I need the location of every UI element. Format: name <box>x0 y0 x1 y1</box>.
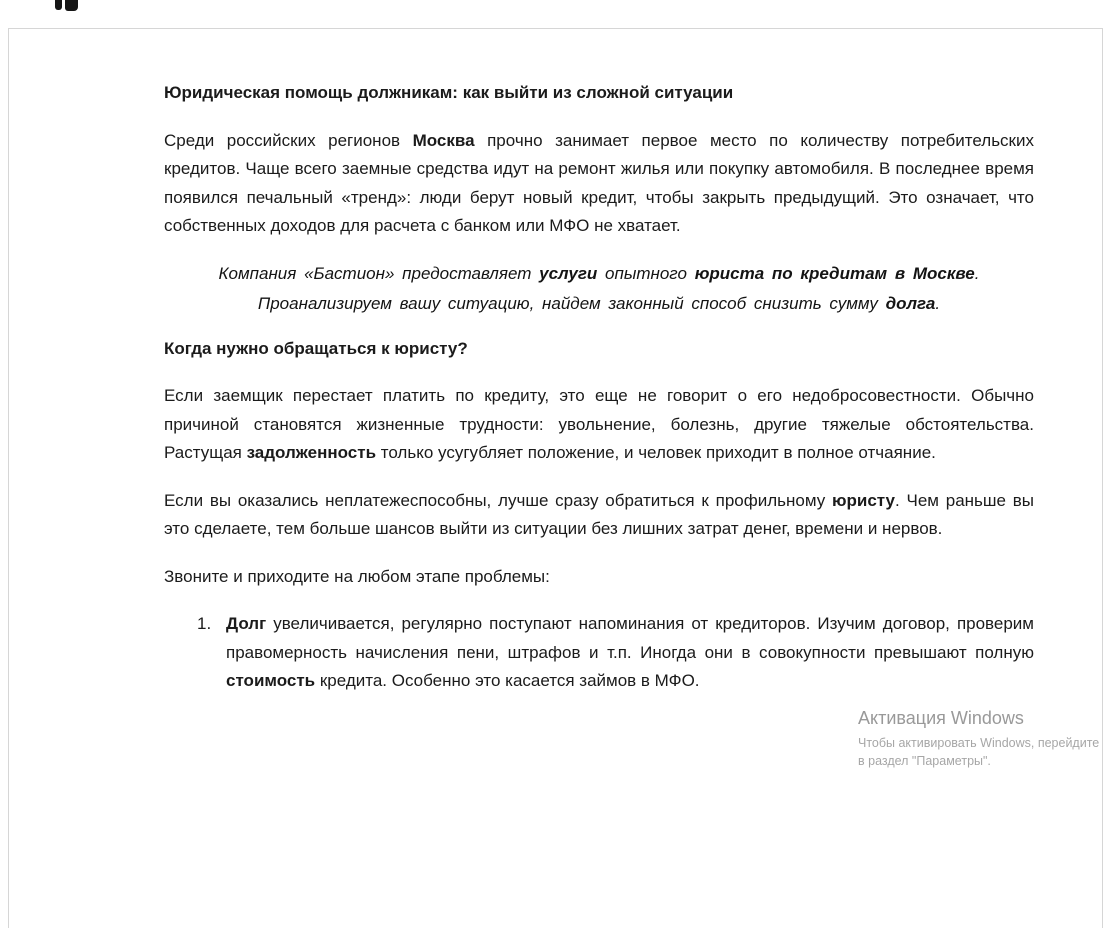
quote-line <box>164 290 1034 319</box>
text-segment: Если вы оказались неплатежеспособны, лучше сразу обратиться к профильному <box>164 490 832 510</box>
text-segment: стоимость <box>226 671 316 690</box>
watermark-subtitle-line1: Чтобы активировать Windows, перейдите <box>858 736 1100 750</box>
text-segment: Москва <box>412 130 475 150</box>
paragraph <box>164 127 1034 241</box>
cropped-glyph-fragment <box>55 0 62 10</box>
text-segment: долга <box>885 294 936 313</box>
cropped-ui-fragment <box>55 0 78 12</box>
text-segment: юристу <box>831 490 895 510</box>
text-segment: задолженность <box>246 443 377 462</box>
text-segment: Среди российских регионов <box>164 130 413 150</box>
numbered-list-item <box>164 610 1034 696</box>
paragraph <box>164 563 1034 592</box>
text-segment: увеличивается, регулярно поступают напоминания от кредиторов. Изучим договор, проверим правомерность начисления пени, штрафов и т.п. Иногда они в совокупности превышают полную <box>226 614 1034 662</box>
paragraph <box>164 487 1034 544</box>
list-number: 1. <box>197 614 212 633</box>
text-segment: Если заемщик перестает платить по кредиту, это еще не говорит о его недобросовестности. Обычно причиной становятся жизненные трудности: увольнение, болезнь, другие тяжелые обстоятельства. Растущая <box>164 386 1034 462</box>
text-segment: услуги <box>539 263 598 283</box>
paragraph <box>164 382 1034 468</box>
text-segment: . <box>935 294 941 313</box>
text-segment: прочно занимает первое место по количеству потребительских кредитов. Чаще всего заемные средства идут на ремонт жилья или покупку автомобиля. В последнее время появился печальный «тренд»: люди берут новый кредит, чтобы закрыть предыдущий. Это означает, что собственных доходов для расчета с банком или МФО не хватает. <box>164 130 1034 235</box>
text-segment: . Чем раньше вы это сделаете, тем больше шансов выйти из ситуации без лишних затрат денег, времени и нервов. <box>164 490 1034 538</box>
text-segment: юриста по кредитам в Москве <box>694 263 975 283</box>
text-segment: Долг <box>226 614 267 633</box>
text-segment: . <box>974 263 980 283</box>
section-heading <box>164 335 1034 364</box>
watermark-title: Активация Windows <box>858 708 1024 728</box>
text-segment: кредита. Особенно это касается займов в МФО. <box>315 671 700 690</box>
text-segment: опытного <box>597 263 695 283</box>
text-segment: Когда нужно обращаться к юристу? <box>164 338 468 358</box>
text-segment: Юридическая помощь должникам: как выйти из сложной ситуации <box>164 83 734 102</box>
document-title <box>164 79 1034 108</box>
text-segment: только усугубляет положение, и человек приходит в полное отчаяние. <box>376 443 936 462</box>
watermark-subtitle-line2: в раздел "Параметры". <box>858 754 991 768</box>
document-content[interactable] <box>164 79 1034 715</box>
document-page[interactable] <box>8 28 1103 928</box>
text-segment: Звоните и приходите на любом этапе проблемы: <box>164 566 550 586</box>
quote-line <box>164 260 1034 289</box>
list-item-text <box>226 610 1034 696</box>
text-segment: Компания «Бастион» предоставляет <box>218 263 540 283</box>
text-segment: Проанализируем вашу ситуацию, найдем законный способ снизить сумму <box>257 294 886 313</box>
cropped-glyph-fragment <box>65 0 78 11</box>
